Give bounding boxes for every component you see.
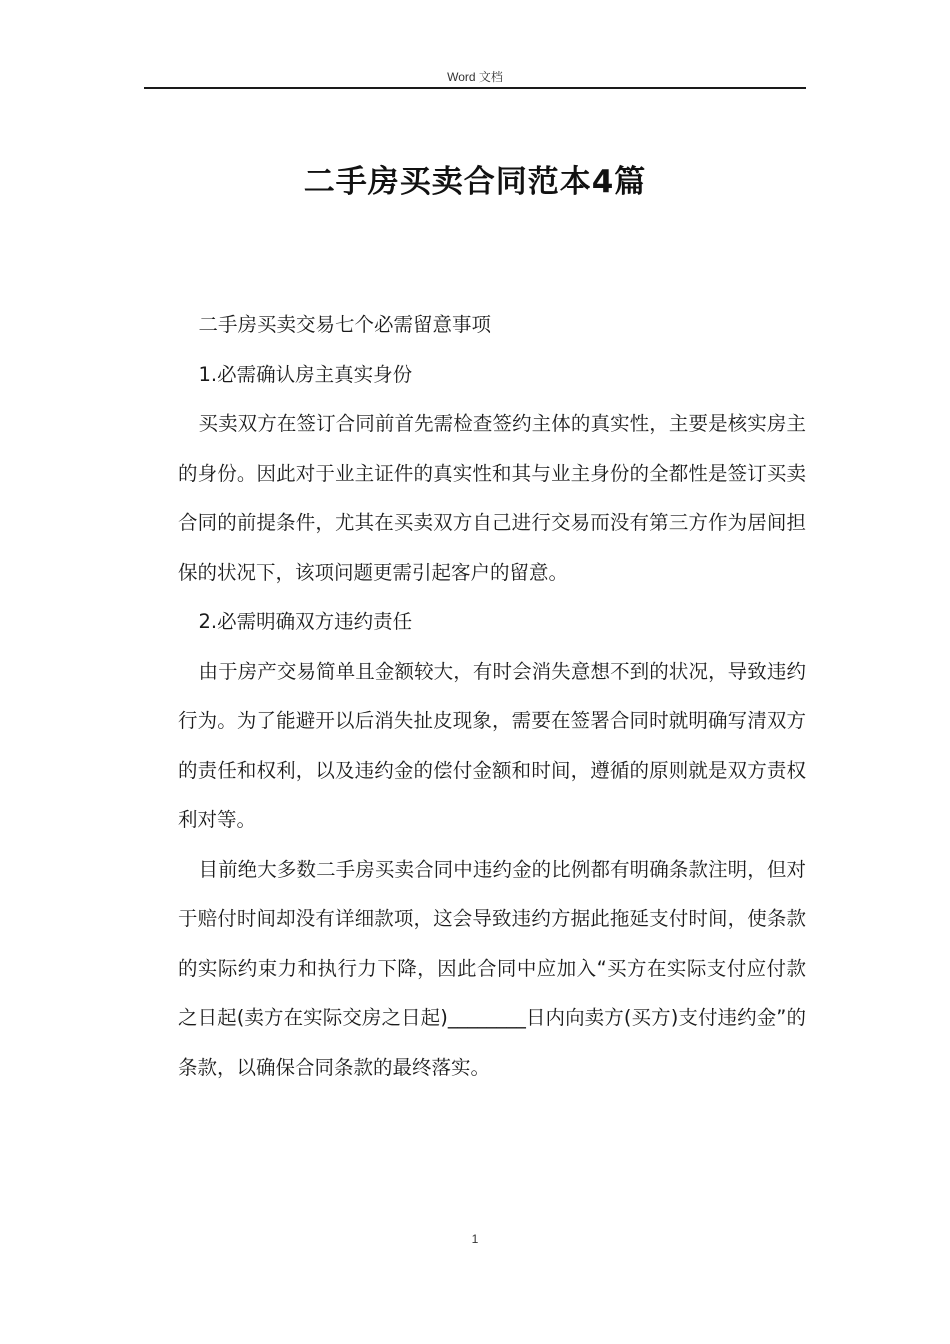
item-heading-2: 2.必需明确双方违约责任 [198,610,413,633]
item-heading-1: 1.必需确认房主真实身份 [198,362,413,386]
document-title: 二手房买卖合同范本4篇 [303,164,647,200]
body-paragraph: 目前绝大多数二手房买卖合同中违约金的比例都有明确条款注明，但对于赔付时间却没有详细款项，这会导致违约方据此拖延支付时间，使条款的实际约束力和执行力下降，因此合同中应加入“买方在实际支付应付款之日起(卖方在实际交房之日起)________日内向卖方(买方)支付违约金”的条款，以确保合同条款的最终落实。 [178,857,806,1079]
body-paragraph: 买卖双方在签订合同前首先需检查签约主体的真实性，主要是核实房主的身份。因此对于业主证件的真实性和其与业主身份的全都性是签订买卖合同的前提条件，尤其在买卖双方自己进行交易而没有第三方作为居间担保的状况下，该项问题更需引起客户的留意。 [178,412,806,584]
header-divider [144,87,806,89]
document-body [178,300,806,1092]
page-number: 1 [471,1232,479,1246]
body-paragraph: 由于房产交易简单且金额较大，有时会消失意想不到的状况，导致违约行为。为了能避开以后消失扯皮现象，需要在签署合同时就明确写清双方的责任和权利，以及违约金的偿付金额和时间，遵循的原则就是双方责权利对等。 [178,659,806,831]
header-label: Word 文档 [447,70,503,84]
section-heading: 二手房买卖交易七个必需留意事项 [198,313,491,336]
